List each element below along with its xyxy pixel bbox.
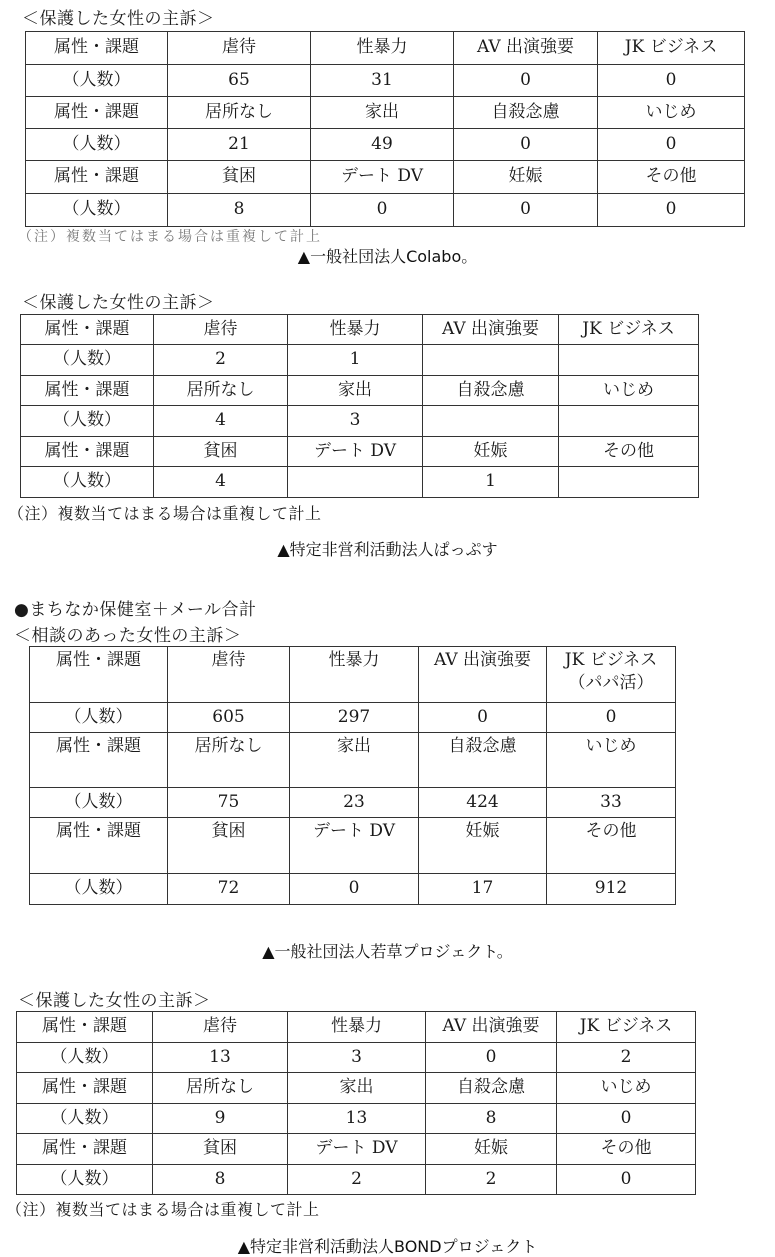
table-cell: 家出	[288, 376, 423, 406]
table-cell: 8	[168, 194, 311, 227]
caption-wakakusa: ▲一般社団法人若草プロジェクト。	[262, 942, 513, 961]
table-cell: 妊娠	[454, 161, 598, 194]
table-cell: いじめ	[547, 733, 676, 788]
table-cell: 虐待	[153, 1012, 288, 1043]
pre-heading: ●まちなか保健室＋メール合計	[14, 600, 257, 620]
table-cell: 2	[426, 1165, 557, 1195]
table-cell: 33	[547, 788, 676, 818]
table-cell	[423, 406, 559, 437]
table-cell: （人数）	[30, 703, 168, 733]
table-cell: 9	[153, 1104, 288, 1134]
caption-paps: ▲特定非営利活動法人ぱっぷす	[277, 540, 498, 559]
table-cell: 0	[557, 1165, 696, 1195]
table-cell: 8	[426, 1104, 557, 1134]
caption-bond: ▲特定非営利活動法人BONDプロジェクト	[237, 1237, 538, 1256]
table-cell: 1	[423, 467, 559, 498]
table-cell: 妊娠	[426, 1134, 557, 1165]
table-cell: （人数）	[30, 874, 168, 905]
colabo-table	[25, 31, 745, 227]
table-cell: （人数）	[26, 129, 168, 161]
wakakusa-table	[29, 646, 676, 905]
table-cell: 13	[288, 1104, 426, 1134]
table-cell: AV 出演強要	[419, 647, 547, 703]
table-cell: 貧困	[168, 161, 311, 194]
jk-label: JK ビジネス	[564, 650, 658, 670]
table-cell: いじめ	[598, 97, 745, 129]
table-cell: 虐待	[168, 647, 290, 703]
table-cell: （人数）	[21, 345, 154, 376]
table-cell: 性暴力	[311, 32, 454, 65]
table-cell: （人数）	[30, 788, 168, 818]
table-cell: 0	[419, 703, 547, 733]
table-cell: JK ビジネス	[598, 32, 745, 65]
table-cell: 2	[154, 345, 288, 376]
table-cell: 属性・課題	[21, 315, 154, 345]
table-cell: 家出	[311, 97, 454, 129]
table-cell: 属性・課題	[30, 818, 168, 874]
table-cell: 妊娠	[419, 818, 547, 874]
table-cell	[559, 467, 699, 498]
table-cell: 0	[598, 129, 745, 161]
table-heading: ＜保護した女性の主訴＞	[22, 293, 215, 313]
table-cell	[559, 345, 699, 376]
table-cell: 8	[153, 1165, 288, 1195]
table-cell: 自殺念慮	[426, 1073, 557, 1104]
table-cell	[288, 467, 423, 498]
table-cell: 属性・課題	[17, 1012, 153, 1043]
table-cell: 自殺念慮	[454, 97, 598, 129]
table-cell: AV 出演強要	[426, 1012, 557, 1043]
table-cell: デート DV	[288, 1134, 426, 1165]
table-heading: ＜保護した女性の主訴＞	[18, 991, 211, 1011]
table-cell: 4	[154, 467, 288, 498]
table-cell: 家出	[290, 733, 419, 788]
table-cell: その他	[598, 161, 745, 194]
table-cell: 虐待	[168, 32, 311, 65]
table-cell: 0	[426, 1043, 557, 1073]
table-cell: 居所なし	[154, 376, 288, 406]
table-heading: ＜相談のあった女性の主訴＞	[14, 626, 242, 646]
cut-off-note-clip	[18, 227, 418, 245]
table-cell: AV 出演強要	[423, 315, 559, 345]
table-cell: 0	[454, 65, 598, 97]
table-cell: （人数）	[26, 65, 168, 97]
table-cell: （人数）	[17, 1165, 153, 1195]
table-cell: 424	[419, 788, 547, 818]
table-cell: 72	[168, 874, 290, 905]
table-cell: 貧困	[153, 1134, 288, 1165]
table-cell: 属性・課題	[26, 97, 168, 129]
table-cell: 性暴力	[290, 647, 419, 703]
table-cell: その他	[559, 437, 699, 467]
bond-table	[16, 1011, 696, 1195]
table-cell: 自殺念慮	[419, 733, 547, 788]
table-cell: 2	[557, 1043, 696, 1073]
table-cell: 性暴力	[288, 315, 423, 345]
table-cell: JK ビジネス	[557, 1012, 696, 1043]
table-cell: 妊娠	[423, 437, 559, 467]
table-cell: 65	[168, 65, 311, 97]
table-cell: 31	[311, 65, 454, 97]
table-cell: （人数）	[26, 194, 168, 227]
table-cell: 貧困	[154, 437, 288, 467]
table-cell: 605	[168, 703, 290, 733]
table-cell: 性暴力	[288, 1012, 426, 1043]
table-cell: 21	[168, 129, 311, 161]
table-cell: 13	[153, 1043, 288, 1073]
table-cell: 属性・課題	[17, 1073, 153, 1104]
table-cell: 属性・課題	[21, 437, 154, 467]
table-cell: 0	[454, 129, 598, 161]
table-cell: 家出	[288, 1073, 426, 1104]
table-cell: いじめ	[557, 1073, 696, 1104]
table-heading: ＜保護した女性の主訴＞	[22, 9, 215, 29]
table-cell: 0	[598, 194, 745, 227]
table-note: （注）複数当てはまる場合は重複して計上	[6, 1200, 320, 1219]
table-cell: 1	[288, 345, 423, 376]
table-cell: 23	[290, 788, 419, 818]
jk-sublabel: （パパ活）	[568, 672, 654, 693]
table-cell: 0	[557, 1104, 696, 1134]
cut-off-note: （注）複数当てはまる場合は重複して計上	[18, 229, 322, 245]
table-cell: 自殺念慮	[423, 376, 559, 406]
table-cell: （人数）	[17, 1104, 153, 1134]
table-cell: 17	[419, 874, 547, 905]
table-cell	[423, 345, 559, 376]
table-cell: 属性・課題	[30, 647, 168, 703]
table-cell: 貧困	[168, 818, 290, 874]
table-cell	[547, 647, 676, 703]
table-cell: 0	[311, 194, 454, 227]
table-cell: 3	[288, 1043, 426, 1073]
table-cell: 4	[154, 406, 288, 437]
table-cell: 属性・課題	[21, 376, 154, 406]
table-cell: 属性・課題	[30, 733, 168, 788]
table-cell: 0	[290, 874, 419, 905]
table-cell: 0	[454, 194, 598, 227]
table-cell: 0	[547, 703, 676, 733]
table-cell: その他	[547, 818, 676, 874]
table-cell: その他	[557, 1134, 696, 1165]
table-cell: （人数）	[21, 467, 154, 498]
table-cell: 居所なし	[153, 1073, 288, 1104]
table-cell: 2	[288, 1165, 426, 1195]
table-cell: デート DV	[288, 437, 423, 467]
table-cell: （人数）	[17, 1043, 153, 1073]
table-cell: 虐待	[154, 315, 288, 345]
table-cell: いじめ	[559, 376, 699, 406]
table-cell: 居所なし	[168, 97, 311, 129]
table-cell: 0	[598, 65, 745, 97]
table-cell: 297	[290, 703, 419, 733]
paps-table	[20, 314, 699, 498]
table-cell: 912	[547, 874, 676, 905]
table-cell: （人数）	[21, 406, 154, 437]
table-cell: 居所なし	[168, 733, 290, 788]
table-cell: JK ビジネス	[559, 315, 699, 345]
table-cell: 属性・課題	[17, 1134, 153, 1165]
table-cell: デート DV	[311, 161, 454, 194]
table-cell: 75	[168, 788, 290, 818]
table-note: （注）複数当てはまる場合は重複して計上	[8, 504, 322, 523]
table-cell: 属性・課題	[26, 161, 168, 194]
table-cell: 49	[311, 129, 454, 161]
table-cell	[559, 406, 699, 437]
table-cell: AV 出演強要	[454, 32, 598, 65]
table-cell: 3	[288, 406, 423, 437]
caption-colabo: ▲一般社団法人Colabo。	[297, 247, 478, 266]
table-cell: デート DV	[290, 818, 419, 874]
table-cell: 属性・課題	[26, 32, 168, 65]
